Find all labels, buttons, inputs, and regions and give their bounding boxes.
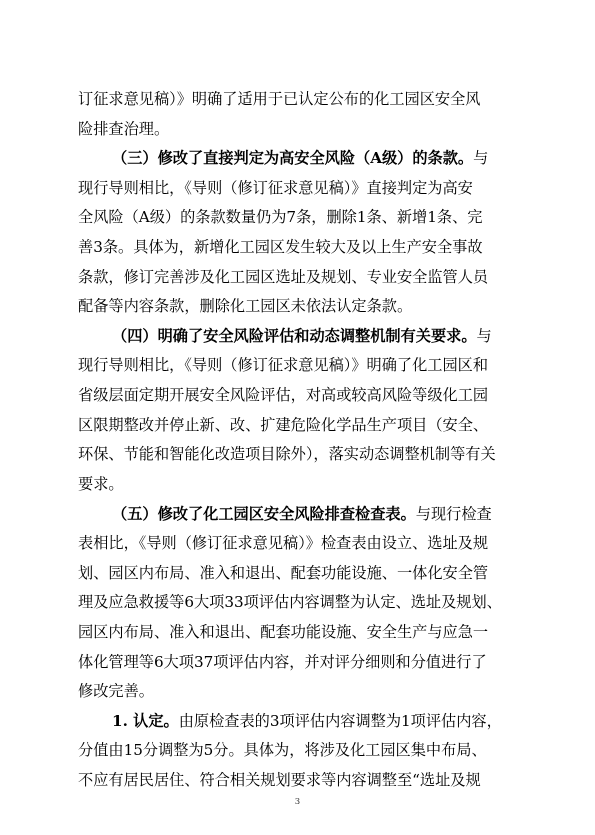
body-text-line: 修改完善。: [78, 682, 154, 700]
body-text: 与: [476, 327, 492, 345]
body-text-line: 理及应急救援等6大项33项评估内容调整为认定、选址及规划、: [78, 593, 502, 611]
body-text-line: 园区内布局、准入和退出、配套功能设施、安全生产与应急一: [78, 623, 489, 641]
body-text-line: 省级层面定期开展安全风险评估，对高或较高风险等级化工园: [78, 386, 489, 404]
body-text-line: 险排查治理。: [78, 120, 170, 138]
section-heading-line: [112, 711, 528, 731]
body-text-line: 不应有居民居住、符合相关规划要求等内容调整至“选址及规: [78, 771, 481, 789]
section-heading: （三）修改了直接判定为高安全风险（A级）的条款。: [112, 149, 474, 167]
section-heading: 1. 认定。: [112, 712, 179, 730]
section-heading: （五）修改了化工园区安全风险排查检查表。: [112, 505, 416, 523]
body-text-line: 现行导则相比，《导则（修订征求意见稿）》直接判定为高安: [78, 179, 473, 197]
section-heading-line: [112, 326, 528, 346]
body-text-line: 条款，修订完善涉及化工园区选址及规划、专业安全监管人员: [78, 268, 489, 286]
body-text-line: 要求。: [78, 475, 124, 493]
page-number: 3: [294, 797, 301, 807]
section-heading: （四）明确了安全风险评估和动态调整机制有关要求。: [112, 327, 477, 345]
body-text-line: 环保、节能和智能化改造项目除外），落实动态调整机制等有关: [78, 445, 496, 463]
body-text-line: 全风险（A级）的条款数量仍为7条，删除1条、新增1条、完: [78, 208, 483, 226]
body-text: 与: [473, 149, 489, 167]
section-heading-line: [112, 148, 528, 168]
body-text-line: 订征求意见稿）》明确了适用于已认定公布的化工园区安全风: [78, 90, 481, 108]
body-text-line: 区限期整改并停止新、改、扩建危险化学品生产项目（安全、: [78, 416, 489, 434]
body-text-line: 分值由15分调整为5分。具体为，将涉及化工园区集中布局、: [78, 741, 487, 759]
body-text-line: 表相比，《导则（修订征求意见稿）》检查表由设立、选址及规: [78, 534, 489, 552]
body-text-line: 配备等内容条款，删除化工园区未依法认定条款。: [78, 297, 413, 315]
body-text: 与现行检查: [415, 505, 492, 523]
body-text: 由原检查表的3项评估内容调整为1项评估内容，: [178, 712, 502, 730]
body-text-line: 善3条。具体为，新增化工园区发生较大及以上生产安全事故: [78, 238, 483, 256]
section-heading-line: [112, 504, 528, 524]
body-text-line: 体化管理等6大项37项评估内容，并对评分细则和分值进行了: [78, 653, 487, 671]
body-text-line: 划、园区内布局、准入和退出、配套功能设施、一体化安全管: [78, 564, 489, 582]
body-text-line: 现行导则相比，《导则（修订征求意见稿）》明确了化工园区和: [78, 356, 489, 374]
